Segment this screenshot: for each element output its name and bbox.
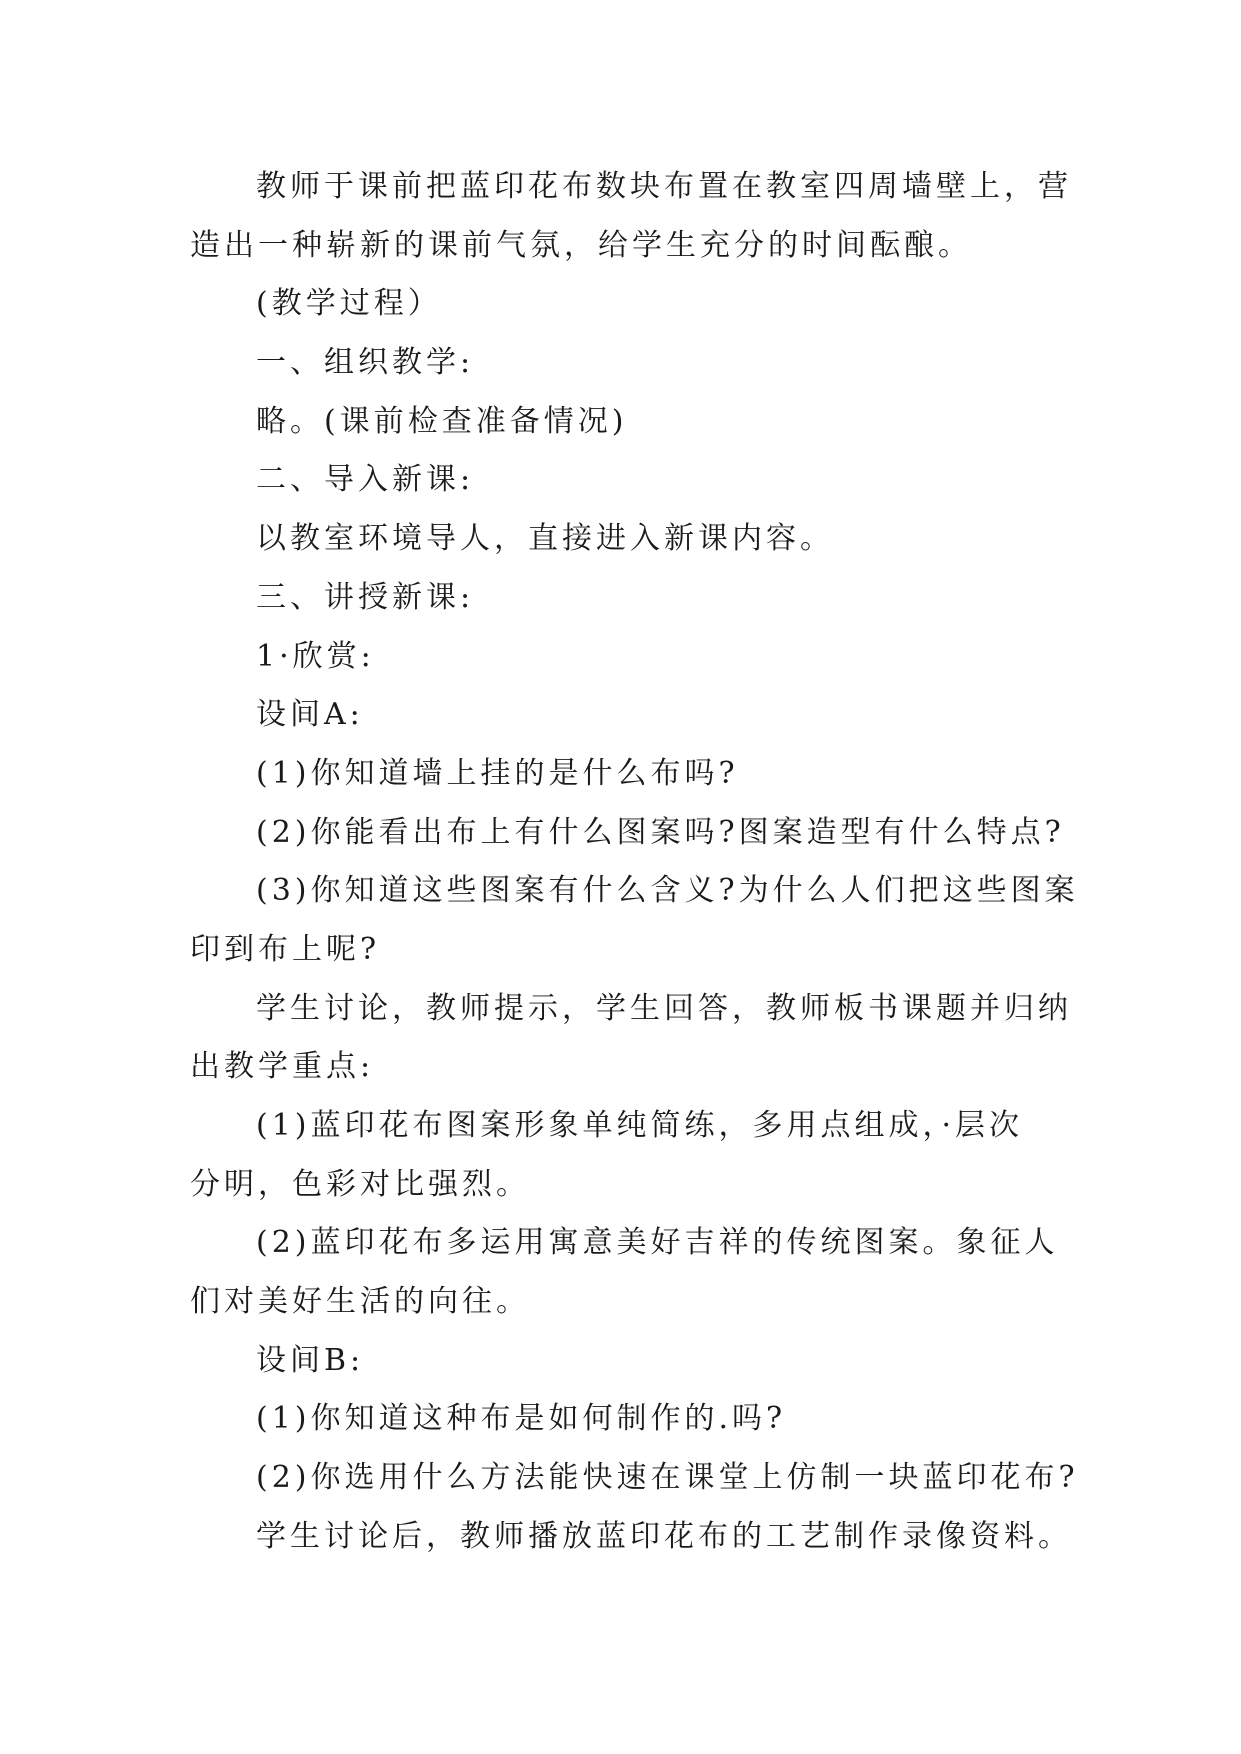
section-heading: 一、组织教学: (256, 345, 475, 381)
paragraph-line: 略。(课前检查准备情况) (256, 403, 628, 439)
paragraph-line: 造出一种崭新的课前气氛，给学生充分的时间酝酿。 (190, 227, 972, 263)
question-item: (2)你能看出布上有什么图案吗?图案造型有什么特点? (256, 814, 1065, 850)
question-label: 设间A: (256, 697, 364, 733)
subsection-heading: 1·欣赏: (256, 638, 375, 674)
document-body (190, 158, 1079, 1567)
question-item-continued: 印到布上呢? (190, 931, 381, 967)
question-item: (1)你知道这种布是如何制作的.吗? (256, 1401, 787, 1437)
section-heading: 三、讲授新课: (256, 579, 475, 615)
key-point-item: (2)蓝印花布多运用寓意美好吉祥的传统图案。象征人 (256, 1225, 1059, 1261)
paragraph-line: 学生讨论后，教师播放蓝印花布的工艺制作录像资料。 (256, 1518, 1072, 1554)
question-item: (2)你选用什么方法能快速在课堂上仿制一块蓝印花布? (256, 1460, 1079, 1496)
paragraph-line: 以教室环境导人，直接进入新课内容。 (256, 521, 834, 557)
paragraph-line: 出教学重点: (190, 1049, 375, 1085)
key-point-item-continued: 们对美好生活的向往。 (190, 1284, 530, 1320)
paragraph-line: 教师于课前把蓝印花布数块布置在教室四周墙壁上，营 (256, 169, 1072, 204)
section-heading: 二、导入新课: (256, 462, 475, 498)
paragraph-line: 学生讨论，教师提示，学生回答，教师板书课题并归纳 (256, 990, 1072, 1026)
question-label: 设间B: (256, 1342, 365, 1378)
question-item: (1)你知道墙上挂的是什么布吗? (256, 755, 739, 791)
key-point-item-continued: 分明，色彩对比强烈。 (190, 1166, 530, 1202)
section-heading: (教学过程） (256, 286, 442, 322)
question-item: (3)你知道这些图案有什么含义?为什么人们把这些图案 (256, 873, 1079, 909)
key-point-item: (1)蓝印花布图案形象单纯简练，多用点组成，·层次 (256, 1108, 1024, 1143)
